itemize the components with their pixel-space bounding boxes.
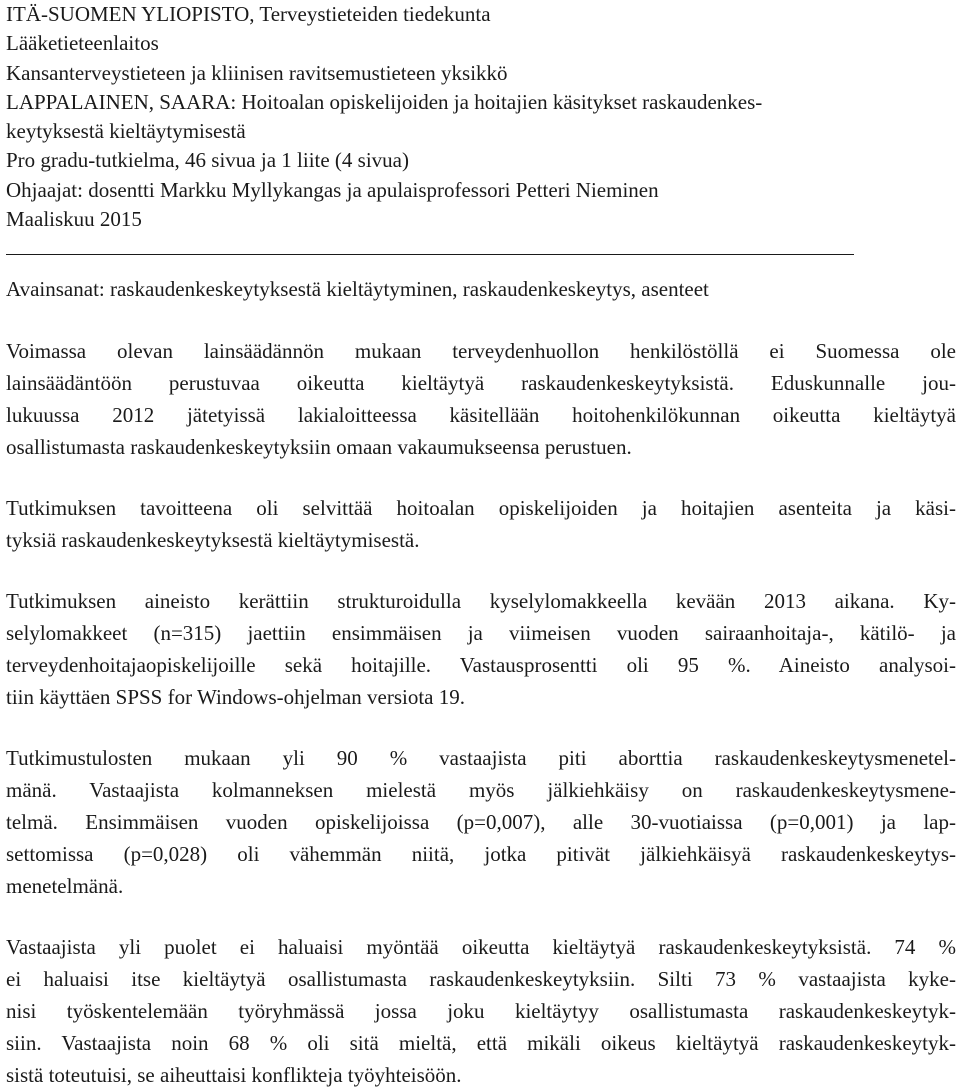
paragraph-line: Tutkimuksen tavoitteena oli selvittää hoitoalan opiskelijoiden ja hoitajien asenteita ja käsi-	[6, 496, 956, 521]
paragraph-line: settomissa (p=0,028) oli vähemmän niitä, jotka pitivät jälkiehkäisyä raskaudenkeskeytys-	[6, 842, 956, 867]
paragraph-line: terveydenhoitajaopiskelijoille sekä hoitajille. Vastausprosentti oli 95 %. Aineisto analysoi-	[6, 653, 956, 678]
date: Maaliskuu 2015	[6, 207, 142, 232]
thesis-type: Pro gradu-tutkielma, 46 sivua ja 1 liite (4 sivua)	[6, 148, 409, 173]
paragraph-line: Voimassa olevan lainsäädännön mukaan terveydenhuollon henkilöstöllä ei Suomessa ole	[6, 339, 956, 364]
supervisors: Ohjaajat: dosentti Markku Myllykangas ja apulaisprofessori Petteri Nieminen	[6, 177, 659, 202]
paragraph-conclusions	[6, 931, 956, 1091]
paragraph-line: tyksiä raskaudenkeskeytyksestä kieltäytymisestä.	[6, 528, 420, 553]
paragraph-line: lukuussa 2012 jätetyissä lakialoitteessa käsitellään hoitohenkilökunnan oikeutta kieltäytyä	[6, 403, 956, 428]
paragraph-line: menetelmänä.	[6, 874, 124, 899]
paragraph-line: mänä. Vastaajista kolmanneksen mielestä myös jälkiehkäisy on raskaudenkeskeytysmene-	[6, 778, 956, 803]
paragraph-line: Tutkimuksen aineisto kerättiin strukturoidulla kyselylomakkeella kevään 2013 aikana. Ky-	[6, 589, 956, 614]
paragraph-line: tiin käyttäen SPSS for Windows-ohjelman versiota 19.	[6, 685, 465, 710]
paragraph-line: nisi työskentelemään työryhmässä jossa joku kieltäytyy osallistumasta raskaudenkeskeytyk-	[6, 999, 956, 1024]
paragraph-line: osallistumasta raskaudenkeskeytyksiin omaan vakaumukseensa perustuen.	[6, 435, 632, 460]
paragraph-line: Vastaajista yli puolet ei haluaisi myöntää oikeutta kieltäytyä raskaudenkeskeytyksistä. 74 %	[6, 935, 956, 960]
department: Lääketieteenlaitos	[6, 31, 159, 56]
abstract-page	[6, 0, 956, 1091]
thesis-header	[6, 0, 956, 234]
paragraph-results	[6, 742, 956, 902]
paragraph-line: telmä. Ensimmäisen vuoden opiskelijoissa (p=0,007), alle 30-vuotiaissa (p=0,001) ja lap-	[6, 810, 956, 835]
keywords: Avainsanat: raskaudenkeskeytyksestä kieltäytyminen, raskaudenkeskeytys, asenteet	[6, 277, 709, 302]
paragraph-line: lainsäädäntöön perustuvaa oikeutta kieltäytyä raskaudenkeskeytyksistä. Eduskunnalle jou-	[6, 371, 956, 396]
paragraph-line: selylomakkeet (n=315) jaettiin ensimmäisen ja viimeisen vuoden sairaanhoitaja-, kätilö- ja	[6, 621, 956, 646]
university-faculty: ITÄ-SUOMEN YLIOPISTO, Terveystieteiden tiedekunta	[6, 2, 491, 26]
paragraph-line: Tutkimustulosten mukaan yli 90 % vastaajista piti aborttia raskaudenkeskeytysmenetel-	[6, 746, 956, 771]
paragraph-background	[6, 335, 956, 463]
author-title-line-2: keytyksestä kieltäytymisestä	[6, 119, 246, 144]
unit: Kansanterveystieteen ja kliinisen ravitsemustieteen yksikkö	[6, 60, 508, 85]
paragraph-line: sistä toteutuisi, se aiheuttaisi konflikteja työyhteisöön.	[6, 1063, 462, 1088]
paragraph-line: siin. Vastaajista noin 68 % oli sitä mieltä, että mikäli oikeus kieltäytyä raskaudenkeskeytyk-	[6, 1031, 956, 1056]
paragraph-methods	[6, 585, 956, 713]
header-divider	[6, 254, 854, 255]
paragraph-line: ei haluaisi itse kieltäytyä osallistumasta raskaudenkeskeytyksiin. Silti 73 % vastaajista kyke-	[6, 967, 956, 992]
author-title-line-1: LAPPALAINEN, SAARA: Hoitoalan opiskelijoiden ja hoitajien käsitykset raskaudenkes-	[6, 89, 763, 114]
paragraph-aim	[6, 492, 956, 556]
